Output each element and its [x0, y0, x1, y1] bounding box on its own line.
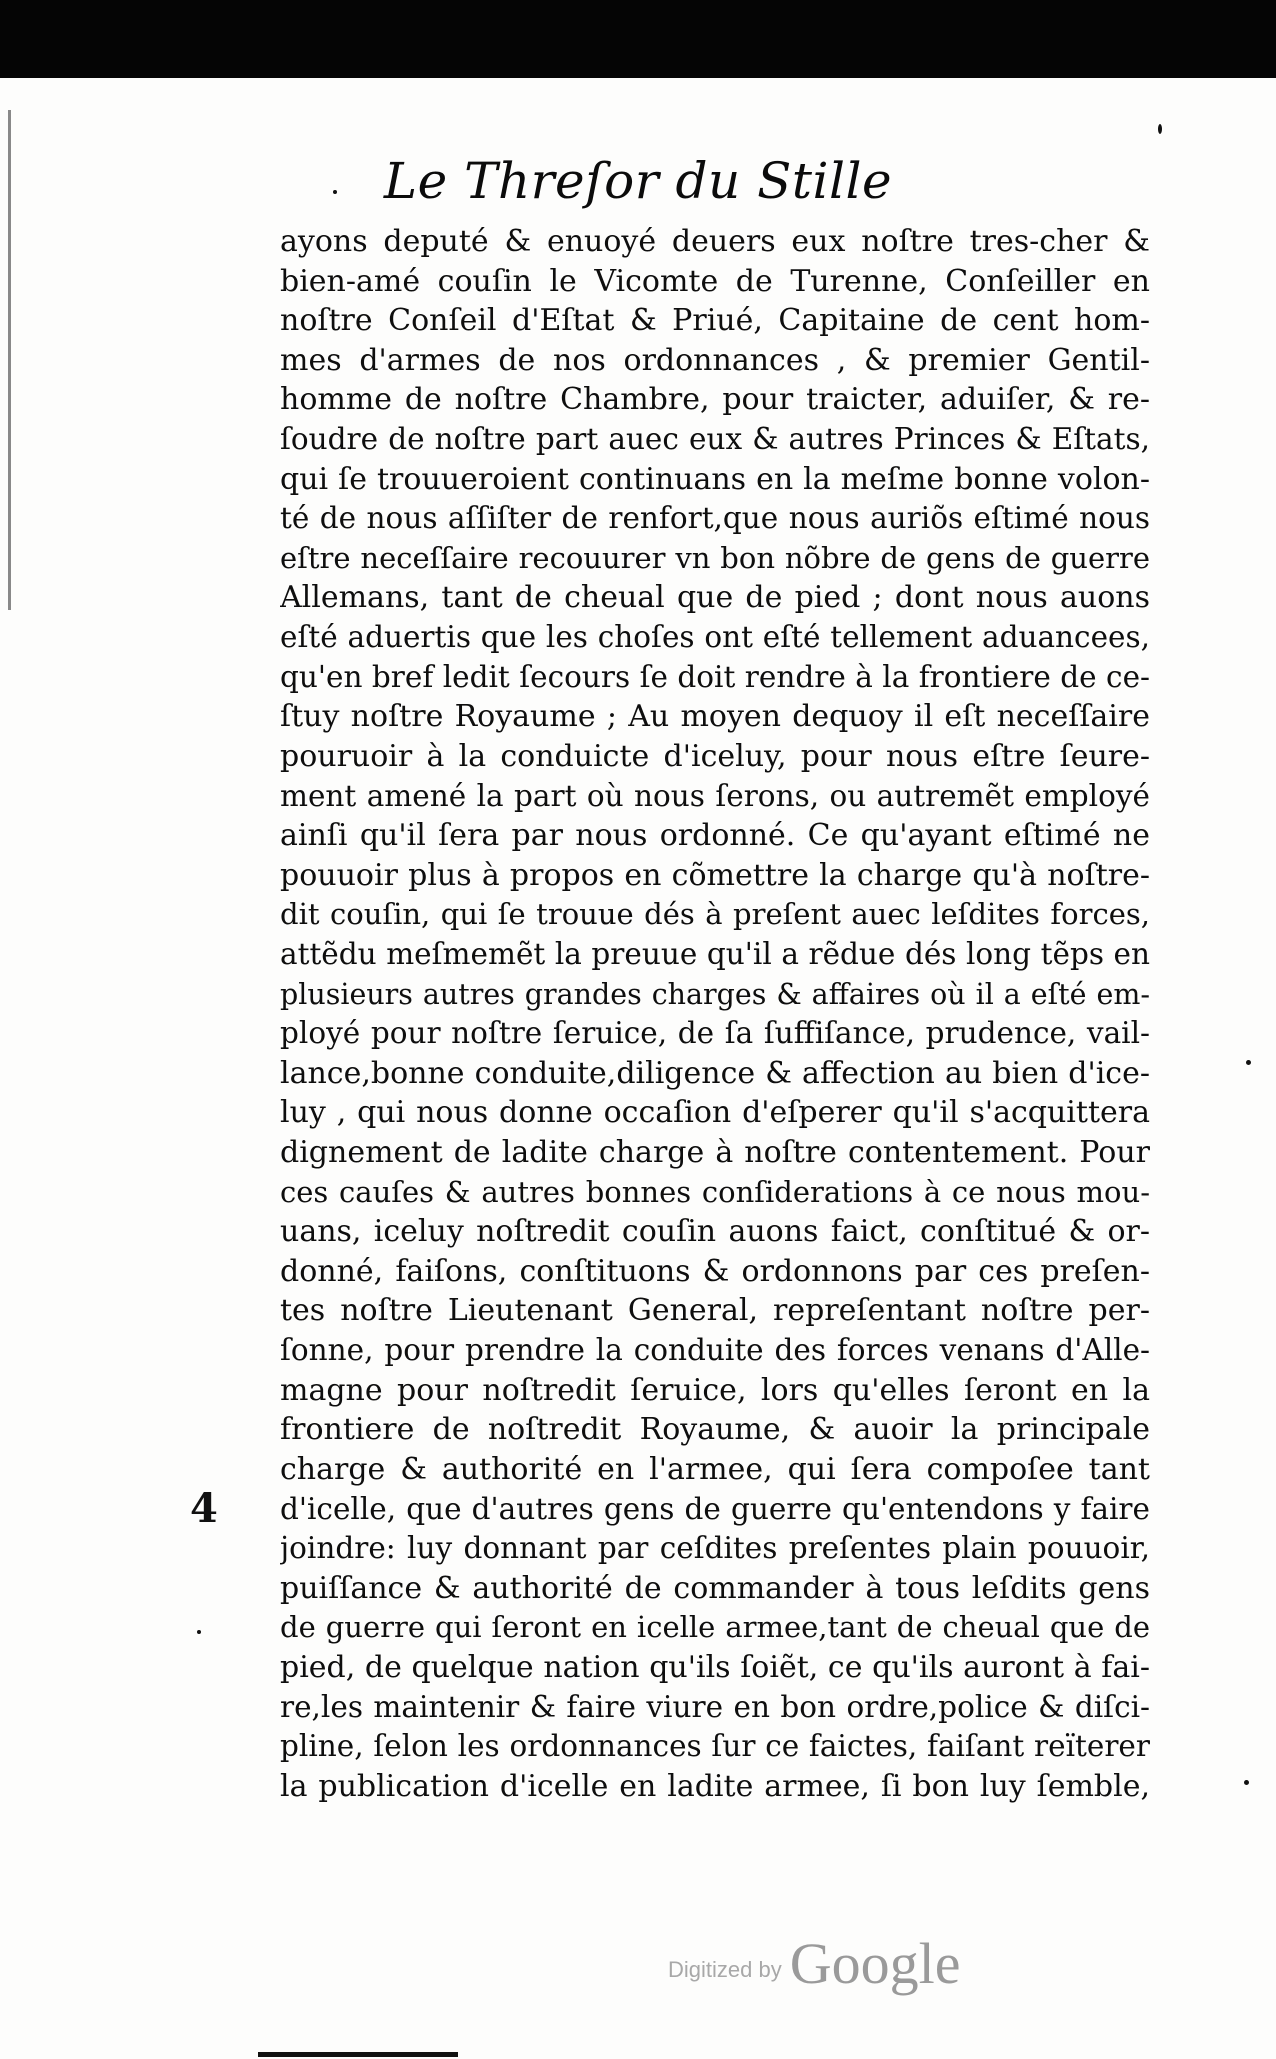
text-line: charge & authorité en l'armee, qui ſera compoſee tant — [280, 1451, 1150, 1487]
scan-bottom-edge — [258, 2052, 458, 2057]
scan-top-border — [0, 0, 1276, 78]
text-line: tes noſtre Lieutenant General, repreſentant noſtre per- — [280, 1293, 1150, 1329]
text-line: eſté aduertis que les choſes ont eſté tellement aduancees, — [280, 620, 1150, 655]
digitized-watermark — [668, 1930, 960, 1997]
text-line: d'icelle, que d'autres gens de guerre qu'entendons y faire — [280, 1491, 1150, 1526]
text-line: lance,bonne conduite,diligence & affection au bien d'ice- — [280, 1055, 1150, 1091]
text-line: puiſſance & authorité de commander à tous leſdits gens — [280, 1570, 1150, 1606]
text-line: ces cauſes & autres bonnes conſiderations à ce nous mou- — [280, 1174, 1150, 1209]
text-line: bien-amé couſin le Vicomte de Turenne, Conſeiller en — [280, 263, 1150, 299]
text-line: re,les maintenir & faire viure en bon ordre,police & diſci- — [280, 1689, 1150, 1724]
text-line: ſtuy noſtre Royaume ; Au moyen dequoy il eſt neceſſaire — [280, 699, 1150, 735]
text-line: té de nous aſſiſter de renfort,que nous auriõs eſtimé nous — [280, 501, 1150, 536]
text-line: dignement de ladite charge à noſtre contentement. Pour — [280, 1135, 1150, 1171]
text-line: eſtre neceſſaire recouurer vn bon nõbre de gens de guerre — [280, 540, 1150, 575]
text-line: ainſi qu'il ſera par nous ordonné. Ce qu'ayant eſtimé ne — [280, 818, 1150, 854]
text-line: dit couſin, qui ſe trouue dés à preſent auec leſdites forces, — [280, 897, 1150, 932]
text-line: mes d'armes de nos ordonnances , & premier Gentil- — [280, 342, 1150, 378]
ink-speck — [1158, 124, 1162, 134]
text-line: de guerre qui ſeront en icelle armee,tant de cheual que de — [280, 1610, 1150, 1645]
text-line: magne pour noſtredit ſeruice, lors qu'elles ſeront en la — [280, 1372, 1150, 1408]
ink-speck — [197, 1630, 201, 1634]
text-line: pline, ſelon les ordonnances ſur ce faictes, faiſant reïterer — [280, 1729, 1150, 1764]
text-line: homme de noſtre Chambre, pour traicter, aduiſer, & re- — [280, 382, 1150, 418]
text-line: pouuoir plus à propos en cõmettre la charge qu'à noſtre- — [280, 857, 1150, 893]
watermark-prefix: Digitized by — [668, 1957, 782, 1982]
text-line: la publication d'icelle en ladite armee, ſi bon luy ſemble, — [280, 1768, 1150, 1804]
text-line: qu'en bref ledit ſecours ſe doit rendre à la frontiere de ce- — [280, 659, 1150, 694]
text-line: plusieurs autres grandes charges & affaires où il a eſté em- — [280, 977, 1150, 1011]
google-logo: Google — [789, 1931, 961, 1996]
text-line: ſoudre de noſtre part auec eux & autres Princes & Eſtats, — [280, 422, 1150, 457]
text-line: pied, de quelque nation qu'ils ſoiẽt, ce qu'ils auront à fai- — [280, 1649, 1150, 1685]
text-line: ſonne, pour prendre la conduite des forces venans d'Alle- — [280, 1333, 1150, 1368]
text-line: noſtre Conſeil d'Eſtat & Priué, Capitaine de cent hom- — [280, 303, 1150, 339]
text-line: ayons deputé & enuoyé deuers eux noſtre tres-cher & — [280, 224, 1150, 259]
margin-note: 4 — [190, 1485, 218, 1532]
text-line: ment amené la part où nous ſerons, ou autremẽt employé — [280, 778, 1150, 813]
text-line: donné, faiſons, conſtituons & ordonnons par ces preſen- — [280, 1253, 1150, 1289]
text-line: joindre: luy donnant par ceſdites preſentes plain pouuoir, — [280, 1531, 1150, 1566]
running-head: Le Threſor du Stille — [383, 152, 893, 210]
ink-speck — [1244, 1780, 1249, 1785]
text-line: Allemans, tant de cheual que de pied ; dont nous auons — [280, 580, 1150, 616]
text-line: qui ſe trouueroient continuans en la meſme bonne volon- — [280, 461, 1150, 497]
text-line: uans, iceluy noſtredit couſin auons faict, conſtitué & or- — [280, 1214, 1150, 1250]
text-line: attẽdu meſmemẽt la preuue qu'il a rẽdue dés long tẽps en — [280, 936, 1150, 971]
text-line: pouruoir à la conduicte d'iceluy, pour nous eſtre ſeure- — [280, 738, 1150, 774]
text-line: frontiere de noſtredit Royaume, & auoir la principale — [280, 1412, 1150, 1448]
ink-speck — [1246, 1060, 1251, 1065]
body-text — [280, 222, 1150, 1806]
text-line: luy , qui nous donne occaſion d'eſperer qu'il s'acquittera — [280, 1095, 1150, 1131]
text-line: ployé pour noſtre ſeruice, de ſa ſuffiſance, prudence, vail- — [280, 1016, 1150, 1051]
